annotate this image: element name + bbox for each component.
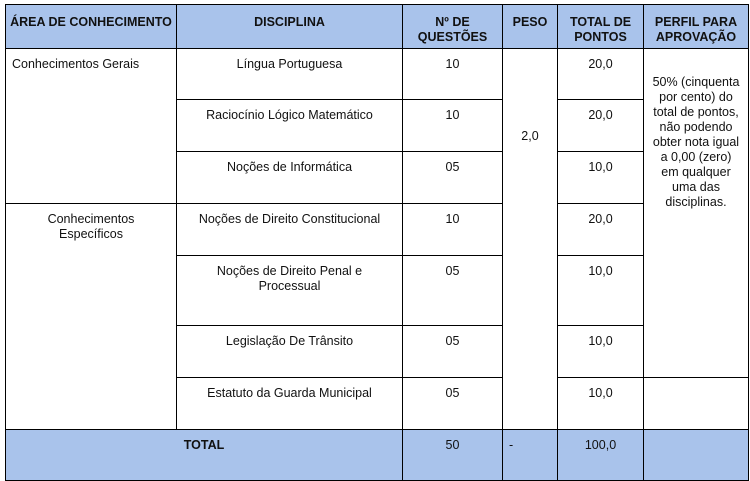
header-peso: PESO <box>503 5 558 49</box>
cell-perfil: 50% (cinquenta por cento) do total de pontos, não podendo obter nota igual a 0,00 (zero) em qualquer uma das disciplinas. <box>644 49 749 378</box>
cell-disciplina: Noções de Direito Penal e Processual <box>177 256 403 326</box>
cell-perfil-empty <box>644 378 749 430</box>
cell-pontos: 10,0 <box>558 152 644 204</box>
cell-questoes: 05 <box>403 326 503 378</box>
total-questoes: 50 <box>403 430 503 481</box>
total-peso: - <box>503 430 558 481</box>
total-perfil <box>644 430 749 481</box>
cell-questoes: 10 <box>403 204 503 256</box>
cell-questoes: 10 <box>403 100 503 152</box>
cell-disciplina: Legislação De Trânsito <box>177 326 403 378</box>
cell-pontos: 20,0 <box>558 100 644 152</box>
table-row <box>6 204 749 256</box>
cell-pontos: 10,0 <box>558 256 644 326</box>
area-gerais: Conhecimentos Gerais <box>6 49 177 204</box>
cell-disciplina: Noções de Informática <box>177 152 403 204</box>
header-total-pontos: TOTAL DE PONTOS <box>558 5 644 49</box>
total-pontos: 100,0 <box>558 430 644 481</box>
cell-disciplina: Raciocínio Lógico Matemático <box>177 100 403 152</box>
header-perfil: PERFIL PARA APROVAÇÃO <box>644 5 749 49</box>
header-questoes: Nº DE QUESTÕES <box>403 5 503 49</box>
cell-questoes: 05 <box>403 152 503 204</box>
cell-questoes: 05 <box>403 256 503 326</box>
cell-disciplina: Estatuto da Guarda Municipal <box>177 378 403 430</box>
header-area: ÁREA DE CONHECIMENTO <box>6 5 177 49</box>
cell-disciplina: Língua Portuguesa <box>177 49 403 100</box>
area-especificos: Conhecimentos Específicos <box>6 204 177 430</box>
cell-pontos: 20,0 <box>558 49 644 100</box>
total-row <box>6 430 749 481</box>
total-label: TOTAL <box>6 430 403 481</box>
table-row <box>6 49 749 100</box>
cell-questoes: 05 <box>403 378 503 430</box>
cell-disciplina: Noções de Direito Constitucional <box>177 204 403 256</box>
cell-peso: 2,0 <box>503 49 558 430</box>
header-row <box>6 5 749 49</box>
cell-pontos: 20,0 <box>558 204 644 256</box>
cell-questoes: 10 <box>403 49 503 100</box>
cell-pontos: 10,0 <box>558 326 644 378</box>
exam-table <box>5 4 749 481</box>
cell-pontos: 10,0 <box>558 378 644 430</box>
header-disciplina: DISCIPLINA <box>177 5 403 49</box>
